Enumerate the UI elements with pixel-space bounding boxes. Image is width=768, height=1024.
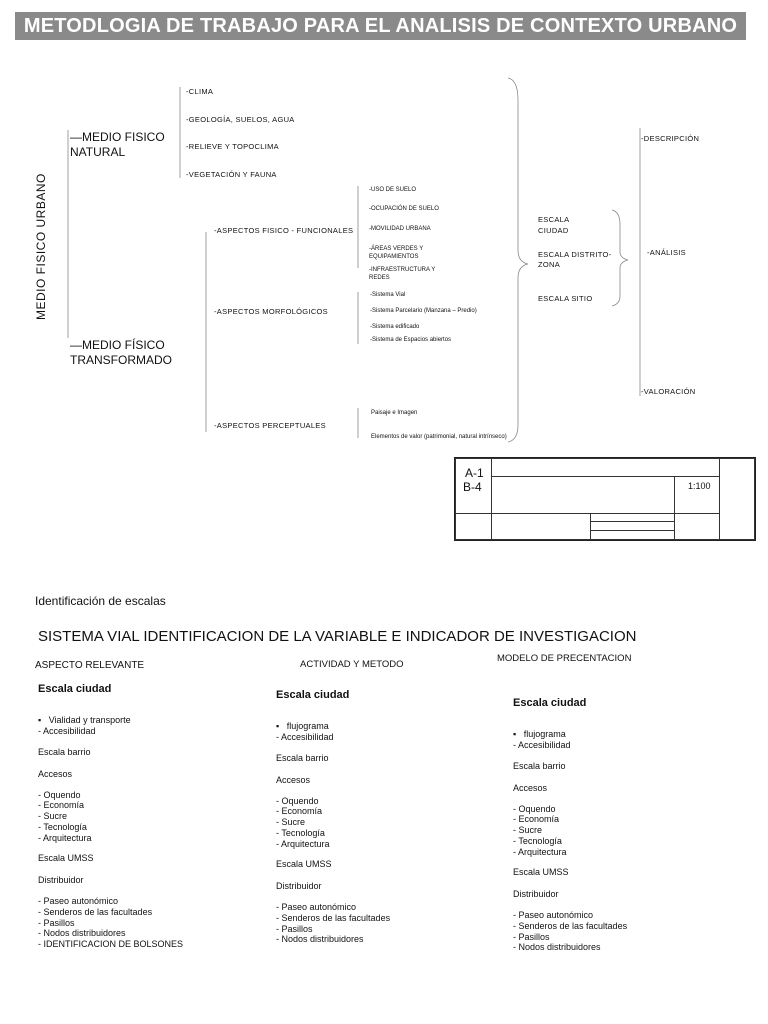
column-actividad (276, 690, 390, 945)
list-item: - Nodos distribuidores (38, 928, 183, 939)
escala-barrio: Escala barrio (513, 760, 566, 771)
escala-barrio: Escala barrio (276, 752, 329, 763)
list-item: - Arquitectura (38, 833, 183, 844)
list-item: - Pasillos (513, 932, 627, 943)
list-item: - Paseo autonómico (513, 910, 627, 921)
list-item: - Senderos de las facultades (276, 913, 390, 924)
bullet-main-label: flujograma (286, 721, 329, 731)
list-item: - Senderos de las facultades (513, 921, 627, 932)
list-item: - Oquendo (38, 790, 183, 801)
accesos-label: Accesos (513, 782, 548, 793)
list-item: - Sucre (513, 825, 627, 836)
funcional-item: -OCUPACIÓN DE SUELO (369, 206, 439, 212)
column-heading: MODELO DE PRECENTACION (497, 653, 632, 664)
aspect-label: -ASPECTOS PERCEPTUALES (214, 421, 326, 430)
list-item: - Oquendo (513, 804, 627, 815)
list-item: - Pasillos (38, 918, 183, 929)
sheet-cell (674, 513, 720, 540)
morfologico-item: -Sistema edificado (370, 324, 420, 330)
escala-label: CIUDAD (538, 226, 569, 235)
natural-item: -GEOLOGÍA, SUELOS, AGUA (186, 115, 295, 124)
morfologico-item: -Sistema Vial (370, 292, 406, 298)
natural-item: -CLIMA (186, 87, 214, 96)
accesos-label: Accesos (276, 774, 311, 785)
column-heading: ACTIVIDAD Y METODO (300, 659, 404, 670)
accesos-list (276, 796, 390, 850)
escala-label: ESCALA DISTRITO- (538, 250, 612, 259)
page-title: METODLOGIA DE TRABAJO PARA EL ANALISIS DE CONTEXTO URBANO (15, 12, 746, 40)
list-item: - Accesibilidad (38, 726, 183, 737)
funcional-item: -USO DE SUELO (369, 187, 417, 193)
escala-barrio: Escala barrio (38, 746, 91, 757)
sheet-scale: 1:100 (688, 481, 711, 491)
list-item: - Economía (513, 814, 627, 825)
sheet-cell (719, 458, 755, 540)
list-item: - Sucre (38, 811, 183, 822)
escala-umss: Escala UMSS (276, 859, 332, 870)
bullet-main: ▪ Vialidad y transporte (38, 715, 131, 725)
distribuidor-label: Distribuidor (276, 881, 322, 892)
distribuidor-list (513, 910, 627, 953)
escala-umss: Escala UMSS (513, 867, 569, 878)
list-item: - Tecnología (38, 822, 183, 833)
escala-umss: Escala UMSS (38, 853, 94, 864)
title-block (454, 457, 756, 541)
escala-label: ZONA (538, 260, 561, 269)
list-item: - Accesibilidad (276, 732, 390, 743)
morfologico-item: -Sistema de Espacios abiertos (370, 337, 452, 343)
funcional-item: -ÁREAS VERDES Y (369, 246, 424, 252)
escala-label: ESCALA SITIO (538, 294, 593, 303)
sheet-cell (455, 513, 492, 540)
aspect-label: -ASPECTOS MORFOLÓGICOS (214, 307, 328, 316)
morfologico-item: -Sistema Parcelario (Manzana – Predio) (370, 308, 477, 314)
column-aspecto (38, 684, 183, 950)
funcional-item: -MOVILIDAD URBANA (369, 226, 431, 232)
list-item: - Tecnología (276, 828, 390, 839)
sheet-cell (491, 476, 675, 514)
sheet-code-2: B-4 (463, 480, 482, 494)
transformado-label-2: TRANSFORMADO (70, 353, 172, 367)
list-item: - Senderos de las facultades (38, 907, 183, 918)
distribuidor-label: Distribuidor (513, 889, 559, 900)
escala-heading: Escala ciudad (276, 689, 350, 701)
bullet-main-label: flujograma (523, 729, 566, 739)
list-item: - Nodos distribuidores (513, 942, 627, 953)
distribuidor-list (38, 896, 183, 950)
list-item: - Arquitectura (276, 839, 390, 850)
distribuidor-list (276, 902, 390, 945)
transformado-label: —MEDIO FÍSICO (70, 338, 165, 352)
list-item: - Pasillos (276, 924, 390, 935)
funcional-item: REDES (369, 275, 390, 281)
list-item: - Economía (38, 800, 183, 811)
natural-label-2: NATURAL (70, 145, 126, 159)
accesos-label: Accesos (38, 768, 73, 779)
list-item: - Sucre (276, 817, 390, 828)
bullet-main: ▪ flujograma (513, 729, 566, 739)
outcome-label: -VALORACIÓN (641, 387, 696, 396)
accesos-list (513, 804, 627, 858)
list-item: - Oquendo (276, 796, 390, 807)
sheet-code-1: A-1 (465, 466, 484, 480)
list-item: - Arquitectura (513, 847, 627, 858)
outcome-label: -DESCRIPCIÓN (641, 134, 700, 143)
section-subtitle: Identificación de escalas (35, 594, 166, 608)
section-title: SISTEMA VIAL IDENTIFICACION DE LA VARIABLE E INDICADOR DE INVESTIGACION (38, 628, 637, 645)
natural-label: —MEDIO FISICO (70, 130, 165, 144)
aspect-label: -ASPECTOS FISICO - FUNCIONALES (214, 226, 354, 235)
escala-label: ESCALA (538, 215, 570, 224)
column-heading: ASPECTO RELEVANTE (35, 660, 145, 671)
list-item: - Accesibilidad (513, 740, 627, 751)
bullet-main: ▪ flujograma (276, 721, 329, 731)
list-item: - Paseo autonómico (38, 896, 183, 907)
list-item: - Nodos distribuidores (276, 934, 390, 945)
perceptual-item: Elementos de valor (patrimonial, natural intrínseco) (371, 434, 507, 440)
escala-heading: Escala ciudad (38, 683, 112, 695)
accesos-list (38, 790, 183, 844)
distribuidor-label: Distribuidor (38, 875, 84, 886)
list-item: - Paseo autonómico (276, 902, 390, 913)
sheet-cell (491, 513, 591, 540)
list-item: - Economía (276, 806, 390, 817)
root-label: MEDIO FISICO URBANO (34, 173, 48, 320)
natural-item: -RELIEVE Y TOPOCLIMA (186, 142, 279, 151)
list-item: - IDENTIFICACION DE BOLSONES (38, 939, 183, 950)
column-modelo (513, 698, 627, 953)
perceptual-item: Paisaje e Imagen (371, 410, 418, 416)
list-item: - Tecnología (513, 836, 627, 847)
outcome-label: -ANÁLISIS (647, 248, 686, 257)
sheet-cell (491, 458, 720, 477)
funcional-item: -INFRAESTRUCTURA Y (369, 267, 436, 273)
sheet-cell (590, 530, 675, 540)
escala-heading: Escala ciudad (513, 697, 587, 709)
bullet-main-label: Vialidad y transporte (48, 715, 131, 725)
funcional-item: EQUIPAMIENTOS (369, 254, 419, 260)
natural-item: -VEGETACIÓN Y FAUNA (186, 170, 277, 179)
